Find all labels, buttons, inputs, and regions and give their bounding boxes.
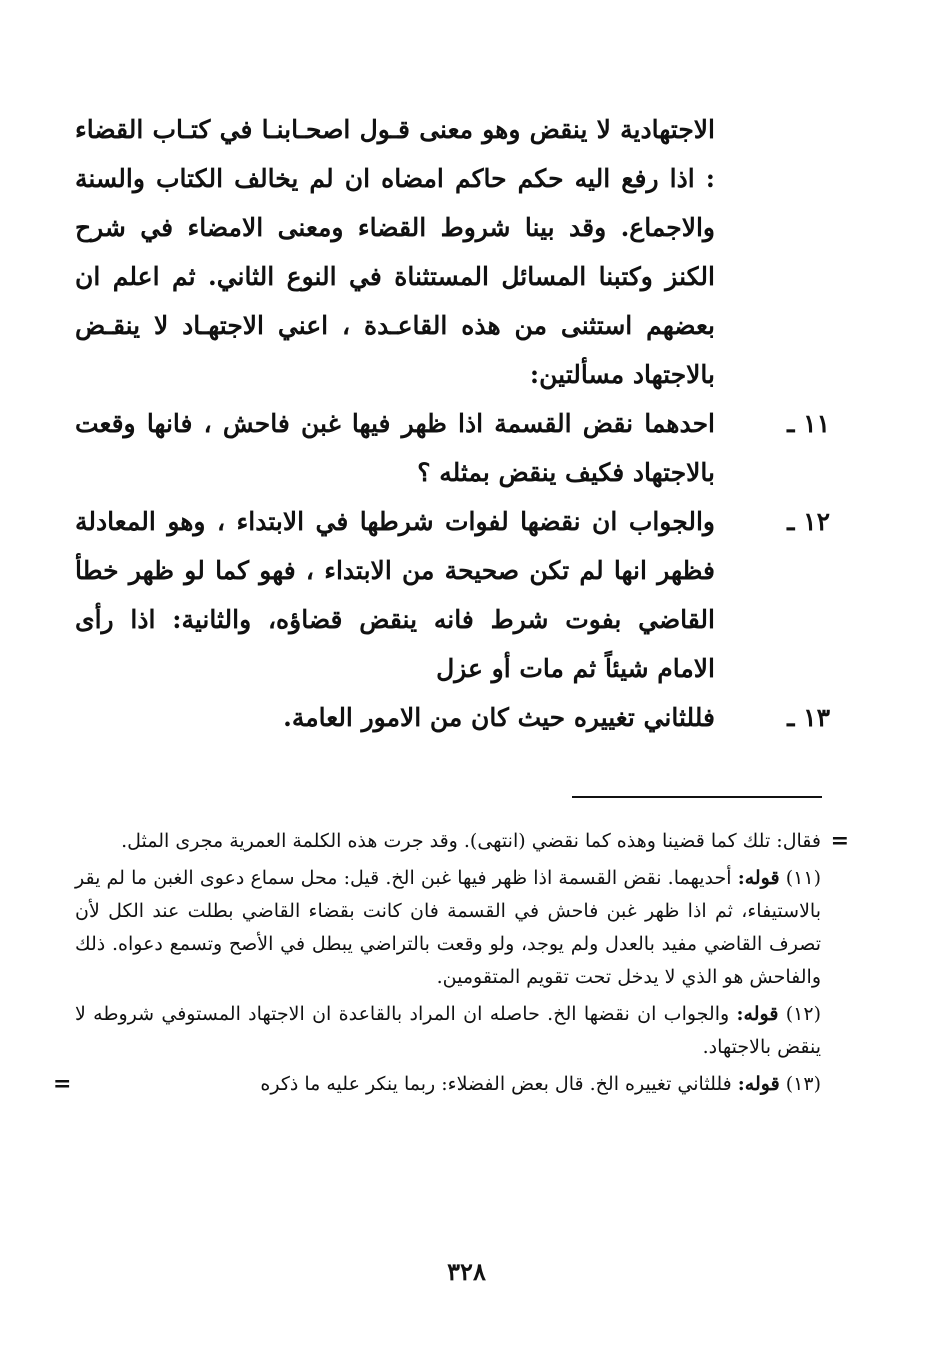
footnote-text: فقال: تلك كما قضينا وهذه كما نقضي (انتهى). وقد جرت هذه الكلمة العمرية مجرى المثل. — [121, 830, 821, 852]
item-number: ١٣ ـ — [787, 703, 830, 732]
footnotes — [53, 825, 849, 1105]
opening-paragraph: الاجتهادية لا ينقض وهو معنى قـول اصحـابنـا في كتـاب القضاء : اذا رفع اليه حكم حاكم امضاه ان لم يخالف الكتاب والسنة والاجماع. وقد بينا شروط القضاء ومعنى الامضاء في شرح الكنز وكتبنا المسائل المستثناة في النوع الثاني. ثم اعلم ان بعضهم استثنى من هذه القاعـدة ، اعني الاجتهـاد لا ينقـض بالاجتهاد مسألتين: — [75, 115, 715, 389]
footnote-keyword: قوله: — [737, 867, 780, 889]
item-number: ١١ ـ — [787, 409, 830, 438]
footnote-ref: (١٣) — [785, 1073, 821, 1095]
page-number: ٣٢٨ — [447, 1257, 486, 1286]
list-item — [75, 693, 830, 742]
list-item — [75, 399, 830, 497]
item-text: احدهما نقض القسمة اذا ظهر فيها غبن فاحش ، فانها وقعت بالاجتهاد فكيف ينقض بمثله ؟ — [75, 409, 715, 487]
list-item — [75, 497, 830, 693]
item-text: والجواب ان نقضها لفوات شرطها في الابتداء ، وهو المعادلة فظهر انها لم تكن صحيحة من الابتداء ، فهو كما لو ظهر خطأ القاضي بفوت شرط فانه ينقض قضاؤه، والثانية: اذا رأى الامام شيئاً ثم مات أو عزل — [75, 507, 715, 683]
footnote-text: فللثاني تغييره الخ. قال بعض الفضلاء: ربما ينكر عليه ما ذكره — [260, 1073, 732, 1095]
item-text: فللثاني تغييره حيث كان من الامور العامة. — [283, 703, 715, 732]
footnote-ref: (١٢) — [785, 1003, 822, 1025]
footnote — [75, 998, 821, 1064]
footnote — [53, 1068, 821, 1101]
footnote-text: أحديهما. نقض القسمة اذا ظهر فيها غبن الخ. قيل: محل سماع دعوى الغبن ما لم يقر بالاستيفاء، ثم اذا ظهر غبن فاحش في القسمة فان كانت بقضاء القاضي بطلت عند الكل لأن تصرف القاضي مفيد بالعدل ولم يوجد، ولو وقعت بالتراضي يبطل في الأصح وتسمع دعواه. ذلك والفاحش هو الذي لا يدخل تحت تقويم المتقومين. — [75, 867, 821, 988]
continuation-end-mark: = — [53, 1071, 72, 1097]
main-text — [75, 105, 830, 742]
footnote-keyword: قوله: — [737, 1073, 780, 1095]
continuation-mark: = — [830, 828, 849, 854]
item-number: ١٢ ـ — [787, 507, 830, 536]
footnote-divider — [572, 796, 822, 798]
footnote-keyword: قوله: — [736, 1003, 779, 1025]
footnote-ref: (١١) — [785, 867, 821, 889]
footnote-continuation — [75, 825, 849, 858]
footnote-text: والجواب ان نقضها الخ. حاصله ان المراد بالقاعدة ان الاجتهاد المستوفي شروطه لا ينقض بالاجتهاد. — [75, 1003, 821, 1058]
footnote — [75, 862, 821, 994]
